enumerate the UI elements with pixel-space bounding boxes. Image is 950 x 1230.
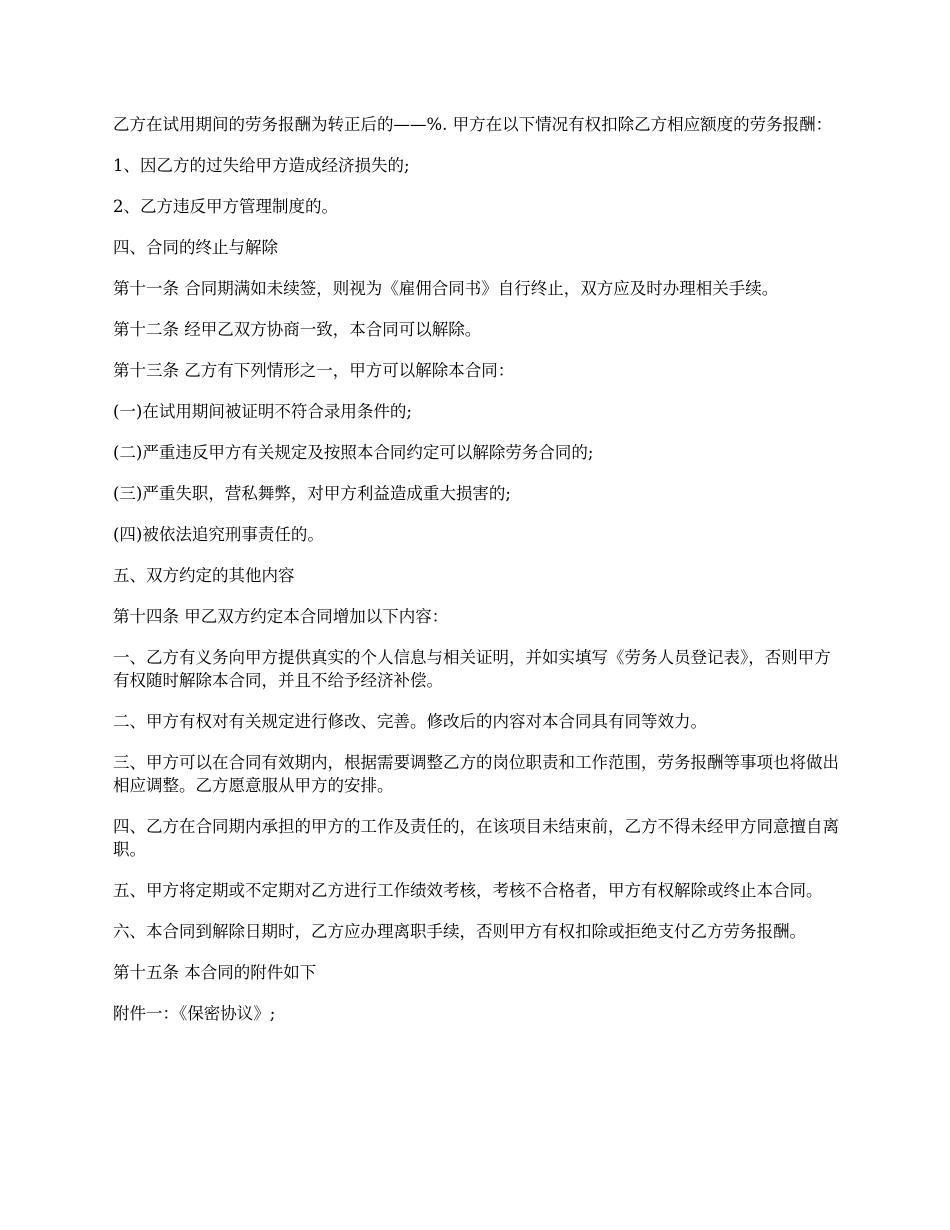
article-12: 第十二条 经甲乙双方协商一致，本合同可以解除。 <box>113 320 482 339</box>
article-15: 第十五条 本合同的附件如下 <box>113 963 317 982</box>
article-14-item-6: 六、本合同到解除日期时，乙方应办理离职手续，否则甲方有权扣除或拒绝支付乙方劳务报酬。 <box>113 922 806 941</box>
paragraph-item-1: 1、因乙方的过失给甲方造成经济损失的; <box>113 156 410 175</box>
attachment-1: 附件一：《保密协议》; <box>113 1004 276 1023</box>
article-14-item-2: 二、甲方有权对有关规定进行修改、完善。修改后的内容对本合同具有同等效力。 <box>113 712 707 731</box>
paragraph-item-2: 2、乙方违反甲方管理制度的。 <box>113 197 338 216</box>
article-13: 第十三条 乙方有下列情形之一，甲方可以解除本合同： <box>113 361 515 380</box>
paragraph-probation-pay: 乙方在试用期间的劳务报酬为转正后的——%. 甲方在以下情况有权扣除乙方相应额度的劳务报酬： <box>113 115 833 134</box>
article-14-item-1: 一、乙方有义务向甲方提供真实的个人信息与相关证明，并如实填写《劳务人员登记表》，否则甲方有权随时解除本合同，并且不给予经济补偿。 <box>113 648 831 690</box>
article-13-item-4: (四)被依法追究刑事责任的。 <box>113 525 324 544</box>
article-14-item-3: 三、甲方可以在合同有效期内，根据需要调整乙方的岗位职责和工作范围，劳务报酬等事项也将做出相应调整。乙方愿意服从甲方的安排。 <box>113 753 839 795</box>
article-14-item-4: 四、乙方在合同期内承担的甲方的工作及责任的，在该项目未结束前，乙方不得未经甲方同意擅自离职。 <box>113 817 839 859</box>
section-heading-termination: 四、合同的终止与解除 <box>113 238 278 257</box>
article-11: 第十一条 合同期满如未续签，则视为《雇佣合同书》自行终止，双方应及时办理相关手续。 <box>113 279 779 298</box>
article-13-item-3: (三)严重失职，营私舞弊，对甲方利益造成重大损害的; <box>113 484 511 503</box>
article-13-item-1: (一)在试用期间被证明不符合录用条件的; <box>113 402 412 421</box>
document-body <box>113 113 841 1043</box>
section-heading-other-terms: 五、双方约定的其他内容 <box>113 566 295 585</box>
article-14: 第十四条 甲乙双方约定本合同增加以下内容： <box>113 607 449 626</box>
article-14-item-5: 五、甲方将定期或不定期对乙方进行工作绩效考核，考核不合格者，甲方有权解除或终止本合同。 <box>113 881 823 900</box>
article-13-item-2: (二)严重违反甲方有关规定及按照本合同约定可以解除劳务合同的; <box>113 443 594 462</box>
